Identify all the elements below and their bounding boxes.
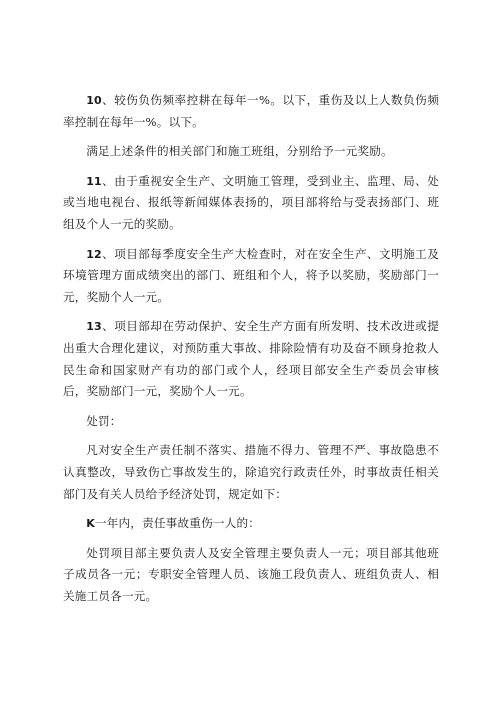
- paragraph-text: 、项目部每季度安全生产大检查时，对在安全生产、文明施工及环境管理方面成绩突出的部门、班组和个人，将予以奖励，奖励部门一元，奖励个人一元。: [63, 246, 439, 304]
- paragraph-reward-conditions: [63, 141, 439, 163]
- item-number: 11: [86, 174, 102, 188]
- item-number: 13: [86, 320, 102, 334]
- paragraph-text: 、项目部却在劳动保护、安全生产方面有所发明、技术改进或提出重大合理化建议，对预防重大事故、排除险情有功及奋不顾身抢救人民生命和国家财产有功的部门或个人，经项目部安全生产委员会审核后，奖励部门一元，奖励个人一元。: [63, 319, 439, 399]
- paragraph-10: [63, 90, 439, 133]
- item-number: K: [86, 517, 95, 531]
- paragraph-12: [63, 244, 439, 309]
- item-number: 12: [86, 247, 102, 261]
- paragraph-text: 一年内，责任事故重伤一人的：: [94, 516, 261, 531]
- document-body: [63, 90, 439, 615]
- paragraph-text: 、由于重视安全生产、文明施工管理，受到业主、监理、局、处或当地电视台、报纸等新闻媒体表扬的，项目部将给与受表扬部门、班组及个人一元的奖励。: [63, 173, 439, 231]
- paragraph-text: 、较伤负伤频率控耕在每年一%。以下，重伤及以上人数负伤频率控制在每年一%。以下。: [63, 93, 439, 129]
- item-number: 10: [86, 94, 102, 107]
- paragraph-text: 凡对安全生产责任制不落实、措施不得力、管理不严、事故隐患不认真整改，导致伤亡事故发生的，除追究行政责任外，时事故责任相关部门及有关人员给予经济处罚，规定如下：: [63, 443, 439, 501]
- paragraph-penalty-intro: [63, 440, 439, 505]
- paragraph-penalty-details: [63, 543, 439, 608]
- paragraph-text: 满足上述条件的相关部门和施工班组，分别给予一元奖励。: [86, 144, 393, 159]
- paragraph-text: 处罚项目部主要负责人及安全管理主要负责人一元；项目部其他班子成员各一元；专职安全管理人员、该施工段负责人、班组负责人、相关施工员各一元。: [63, 545, 439, 603]
- paragraph-11: [63, 171, 439, 236]
- paragraph-13: [63, 316, 439, 402]
- paragraph-text: 处罚：: [86, 413, 122, 428]
- paragraph-k: [63, 513, 439, 535]
- section-heading-penalty: [63, 411, 439, 433]
